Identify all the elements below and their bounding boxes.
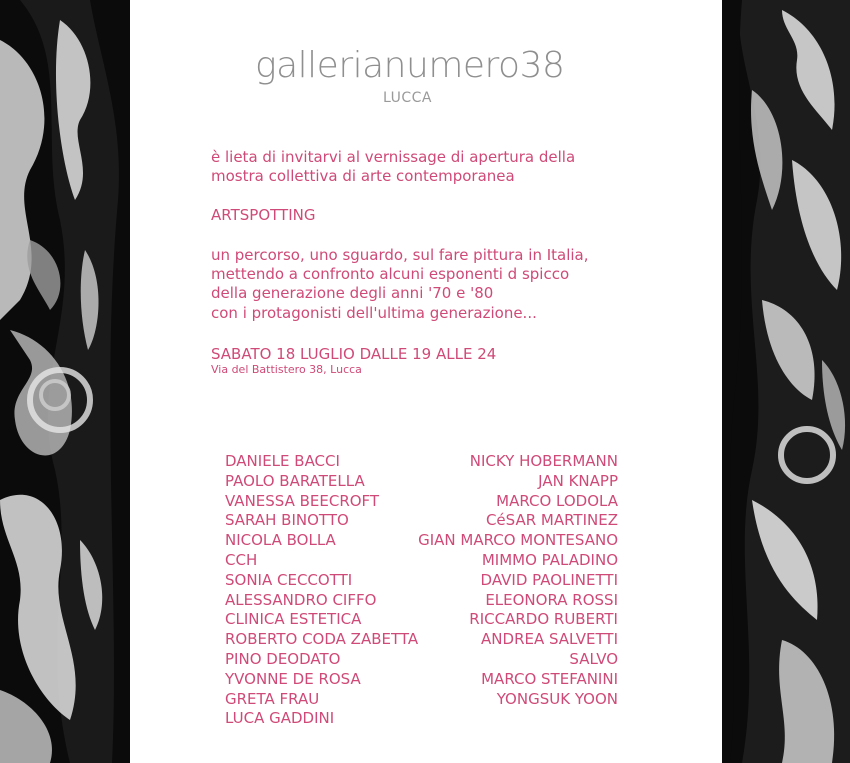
description-line-2: mettendo a confronto alcuni esponenti d spicco: [211, 265, 570, 283]
artist-name: MARCO LODOLA: [496, 491, 618, 510]
description-line-3: della generazione degli anni '70 e '80: [211, 284, 494, 302]
artist-name: CéSAR MARTINEZ: [485, 511, 618, 530]
exhibition-title: ARTSPOTTING: [211, 206, 316, 224]
description-line-1: un percorso, uno sguardo, sul fare pittura in Italia,: [211, 246, 589, 264]
event-date: SABATO 18 LUGLIO DALLE 19 ALLE 24: [211, 345, 497, 363]
artist-name: JAN KNAPP: [538, 471, 618, 490]
artist-name: YONGSUK YOON: [496, 689, 618, 708]
artist-name: PAOLO BARATELLA: [225, 471, 365, 490]
left-artwork-svg: [0, 0, 130, 763]
artist-name: DAVID PAOLINETTI: [480, 570, 618, 589]
intro-line-2: mostra collettiva di arte contemporanea: [211, 167, 515, 185]
artist-name: MIMMO PALADINO: [481, 550, 618, 569]
artist-name: ALESSANDRO CIFFO: [225, 590, 377, 609]
gallery-logo-name: gallerianumero38: [255, 45, 565, 86]
artist-name: CCH: [225, 550, 258, 569]
artist-name: SALVO: [569, 649, 618, 668]
artist-name: GRETA FRAU: [225, 689, 320, 708]
artist-name: GIAN MARCO MONTESANO: [418, 531, 618, 550]
artist-name: YVONNE DE ROSA: [225, 669, 361, 688]
artist-name: ROBERTO CODA ZABETTA: [225, 630, 419, 649]
artist-name: RICCARDO RUBERTI: [469, 610, 618, 629]
gallery-logo-city: LUCCA: [383, 90, 432, 106]
right-artwork-image: [722, 0, 850, 763]
description-line-4: con i protagonisti dell'ultima generazione...: [211, 304, 537, 322]
artist-name: LUCA GADDINI: [225, 709, 335, 728]
artist-name: NICKY HOBERMANN: [469, 452, 618, 470]
artist-name: ANDREA SALVETTI: [481, 630, 618, 649]
artist-name: NICOLA BOLLA: [225, 531, 336, 550]
intro-line-1: è lieta di invitarvi al vernissage di apertura della: [211, 148, 576, 166]
artists-left-column: [225, 452, 418, 729]
artist-name: VANESSA BEECROFT: [225, 491, 380, 510]
artist-name: SONIA CECCOTTI: [225, 570, 353, 589]
left-artwork-image: [0, 0, 130, 763]
artist-name: MARCO STEFANINI: [481, 669, 618, 688]
artist-name: SARAH BINOTTO: [225, 511, 349, 530]
artists-right-column: [418, 452, 618, 709]
right-artwork-svg: [722, 0, 850, 763]
artist-name: DANIELE BACCI: [225, 452, 340, 470]
artist-name: PINO DEODATO: [225, 649, 341, 668]
event-address: Via del Battistero 38, Lucca: [211, 363, 362, 376]
artist-name: CLINICA ESTETICA: [225, 610, 362, 629]
artist-name: ELEONORA ROSSI: [485, 590, 618, 609]
